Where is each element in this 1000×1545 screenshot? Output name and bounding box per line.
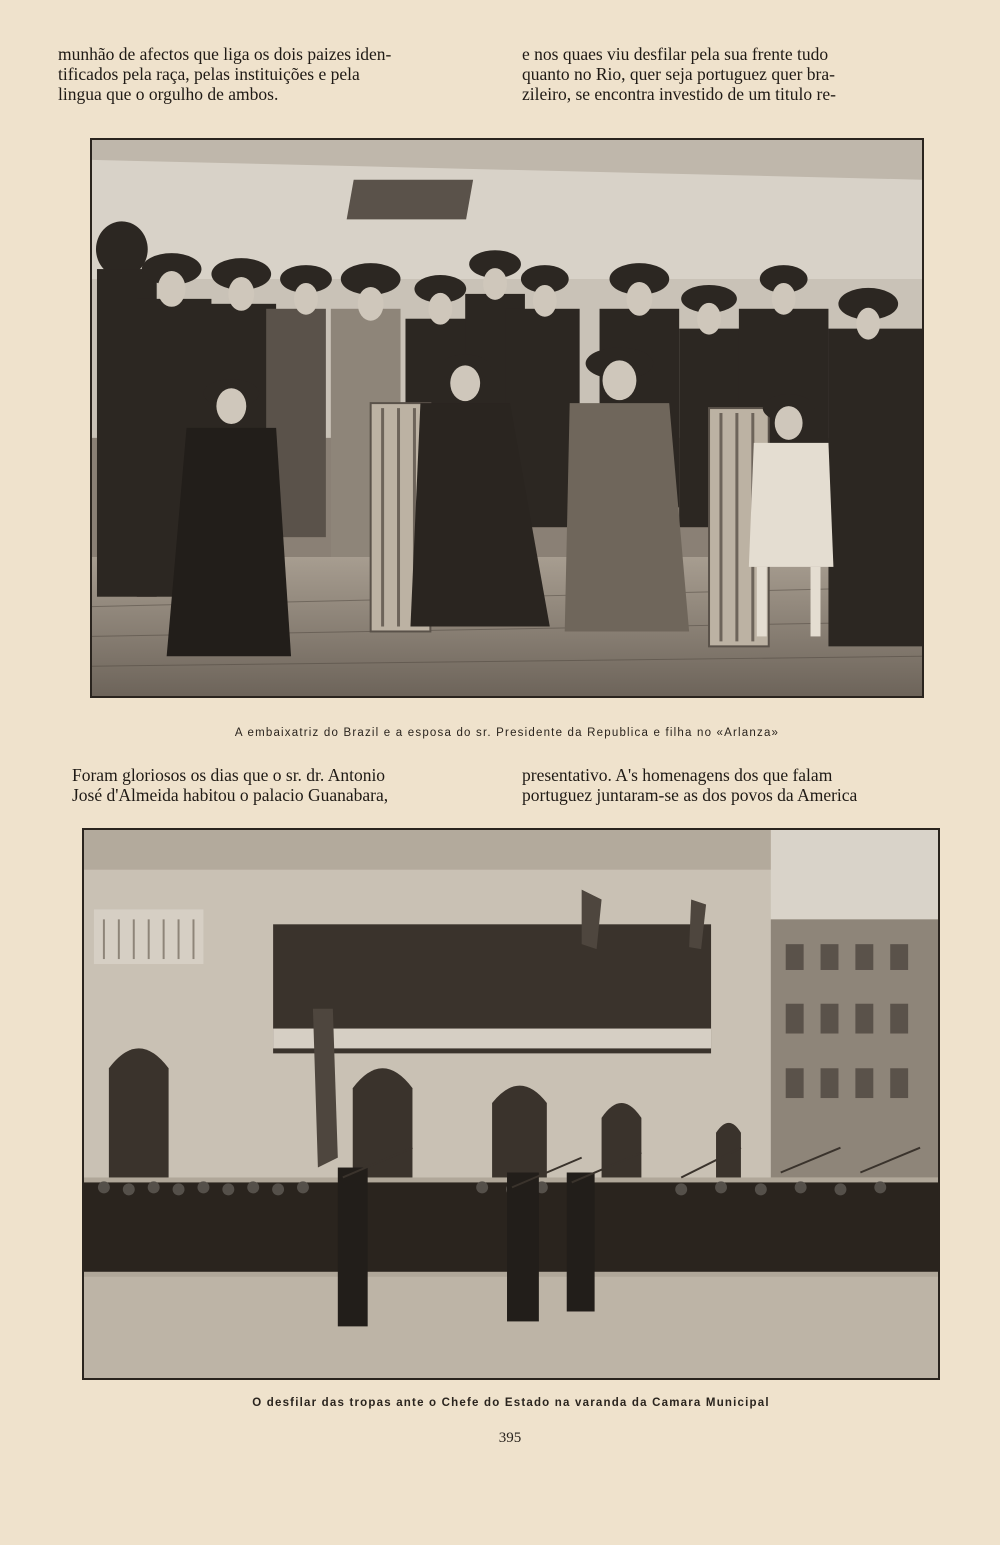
group-of-women-photo [90,138,924,698]
text-line: zileiro, se encontra investido de um titulo re- [522,84,836,104]
photo1-illustration [92,140,922,696]
photo2-illustration [84,830,938,1378]
mid-left-column [72,765,492,805]
text-line: tificados pela raça, pelas instituições e pela [58,64,360,84]
text-line: lingua que o orgulho de ambos. [58,84,279,104]
text-line: portuguez juntaram-se as dos povos da America [522,785,858,805]
text-line: quanto no Rio, quer seja portuguez quer bra- [522,64,835,84]
top-right-column [522,44,942,104]
text-line: munhão de afectos que liga os dois paizes iden- [58,44,392,64]
mid-right-column [522,765,942,805]
troops-parade-photo [82,828,940,1380]
text-line: José d'Almeida habitou o palacio Guanabara, [72,785,389,805]
text-line: Foram gloriosos os dias que o sr. dr. Antonio [72,765,386,785]
photo1-caption: A embaixatriz do Brazil e a esposa do sr. Presidente da Republica e filha no «Arlanza» [234,727,780,739]
photo2-caption: O desfilar das tropas ante o Chefe do Estado na varanda da Camara Municipal [252,1397,770,1409]
text-line: presentativo. A's homenagens dos que falam [522,765,833,785]
text-line: e nos quaes viu desfilar pela sua frente tudo [522,44,829,64]
page-number: 395 [498,1430,522,1446]
top-left-column [58,44,488,104]
